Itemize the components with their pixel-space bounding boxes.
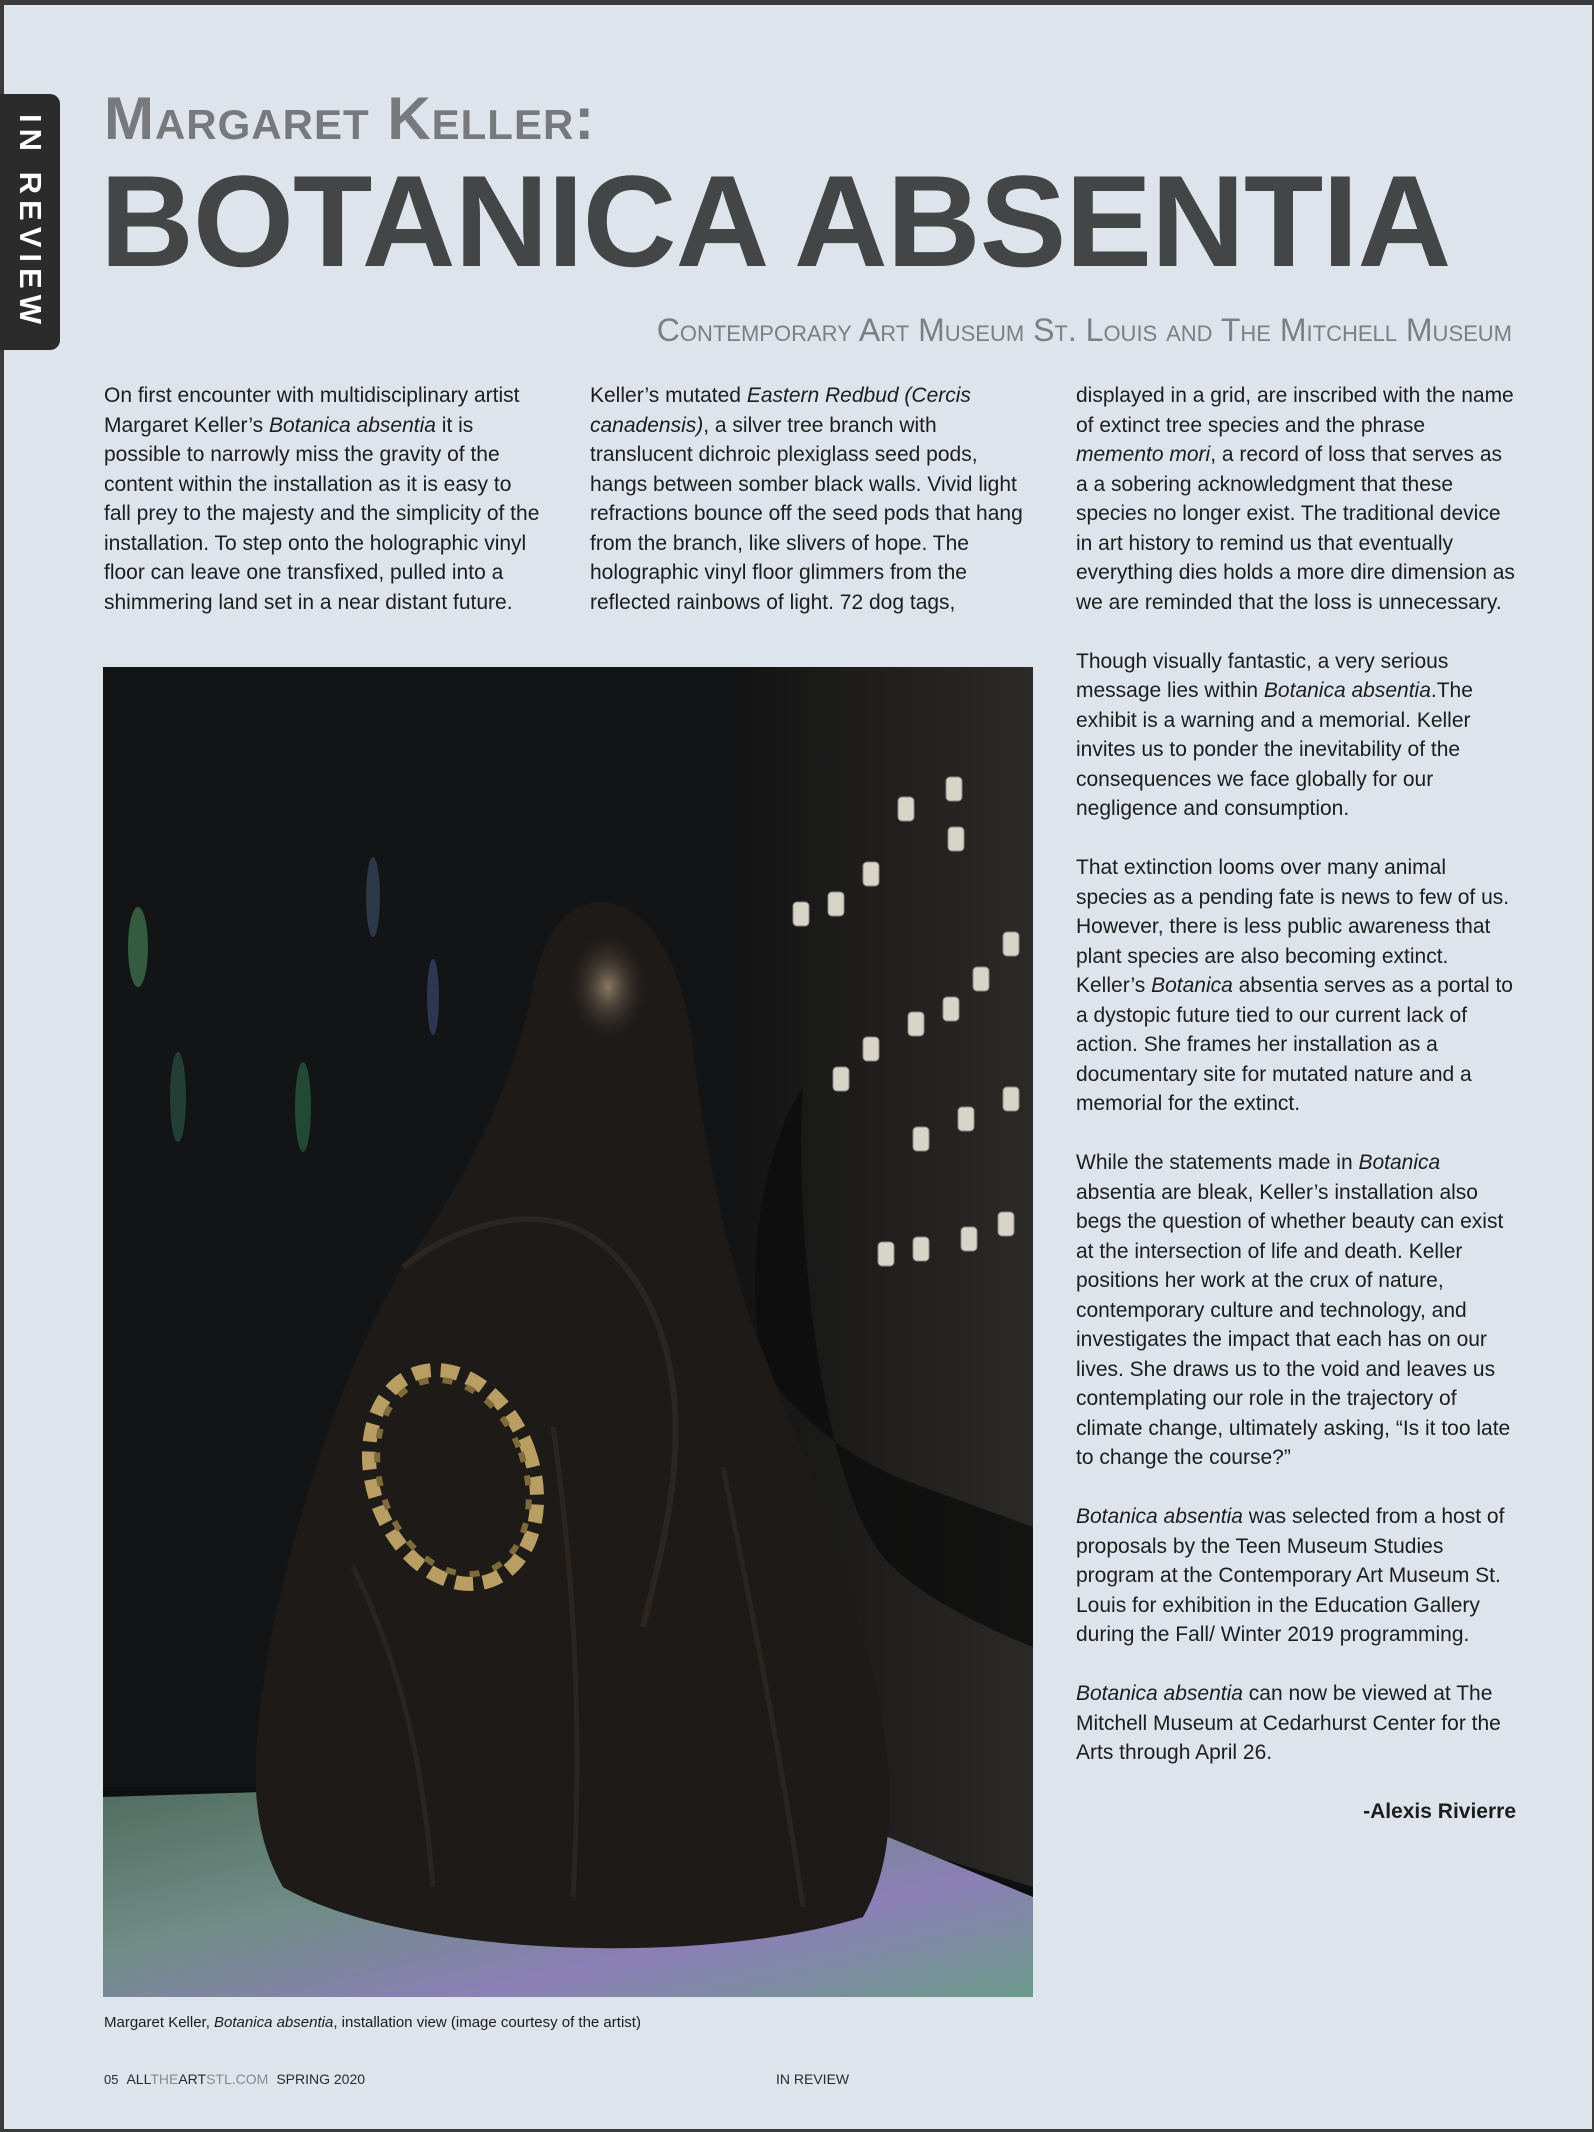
paragraph: displayed in a grid, are inscribed with the name of extinct tree species and the phrase memento mori, a record of loss that serves as a a sobering acknowledgment that these species no longer exist. The traditional device in art history to remind us that eventually everything dies holds a more dire dimension as we are reminded that the loss is unnecessary. <box>1076 384 1515 614</box>
site-name-stl: STL.COM <box>206 2071 269 2087</box>
article-title: BOTANICA ABSENTIA <box>100 148 1451 294</box>
footer-folio <box>104 2071 365 2087</box>
site-name-art: ART <box>178 2071 207 2087</box>
paragraph: Botanica absentia was selected from a host of proposals by the Teen Museum Studies program at the Contemporary Art Museum St. Louis for exhibition in the Education Gallery during the Fall/ Winter 2019 programming. <box>1076 1505 1505 1646</box>
site-name-all: ALL <box>126 2071 151 2087</box>
page-number: 05 <box>104 2072 119 2087</box>
author-signoff: -Alexis Rivierre <box>1363 1800 1516 1823</box>
section-tab-label: IN REVIEW <box>13 114 48 330</box>
photo-caption: Margaret Keller, Botanica absentia, installation view (image courtesy of the artist) <box>104 2014 641 2031</box>
paragraph: That extinction looms over many animal species as a pending fate is news to few of us. However, there is less public awareness that plant species are also becoming extinct. Keller’s Botanica absentia serves as a portal to a dystopic future tied to our current lack of action. She frames her installation as a documentary site for mutated nature and a memorial for the extinct. <box>1076 856 1513 1115</box>
paragraph: While the statements made in Botanica absentia are bleak, Keller’s installation also begs the question of whether beauty can exist at the intersection of life and death. Keller positions her work at the crux of nature, contemporary culture and technology, and investigates the impact that each has on our lives. She draws us to the void and leaves us contemplating our role in the trajectory of climate change, ultimately asking, “Is it too late to change the course?” <box>1076 1151 1511 1469</box>
paragraph: Botanica absentia can now be viewed at The Mitchell Museum at Cedarhurst Center for the Arts through April 26. <box>1076 1682 1501 1764</box>
text-column-2 <box>590 381 1030 617</box>
installation-photo <box>103 667 1033 1997</box>
section-tab <box>0 94 60 350</box>
top-border <box>0 0 1594 5</box>
paragraph: Keller’s mutated Eastern Redbud (Cercis canadensis), a silver tree branch with translucent dichroic plexiglass seed pods, hangs between somber black walls. Vivid light refractions bounce off the seed pods that hang from the branch, like slivers of hope. The holographic vinyl floor glimmers from the reflected rainbows of light. 72 dog tags, <box>590 384 1023 614</box>
site-name-the: THE <box>150 2071 179 2087</box>
issue-label: SPRING 2020 <box>276 2071 366 2087</box>
paragraph: Though visually fantastic, a very serious message lies within Botanica absentia.The exhibit is a warning and a memorial. Keller invites us to ponder the inevitability of the consequences we face globally for our negligence and consumption. <box>1076 649 1473 820</box>
article-kicker: Margaret Keller: <box>104 85 596 152</box>
footer-section: IN REVIEW <box>776 2071 850 2087</box>
paragraph: On first encounter with multidisciplinary artist Margaret Keller’s Botanica absentia it is possible to narrowly miss the gravity of the content within the installation as it is easy to fall prey to the majesty and the simplicity of the installation. To step onto the holographic vinyl floor can leave one transfixed, pulled into a shimmering land set in a near distant future. <box>104 384 540 614</box>
text-column-1 <box>104 381 544 617</box>
article-venue: Contemporary Art Museum St. Louis and The Mitchell Museum <box>656 312 1512 348</box>
text-column-3 <box>1076 381 1516 1827</box>
